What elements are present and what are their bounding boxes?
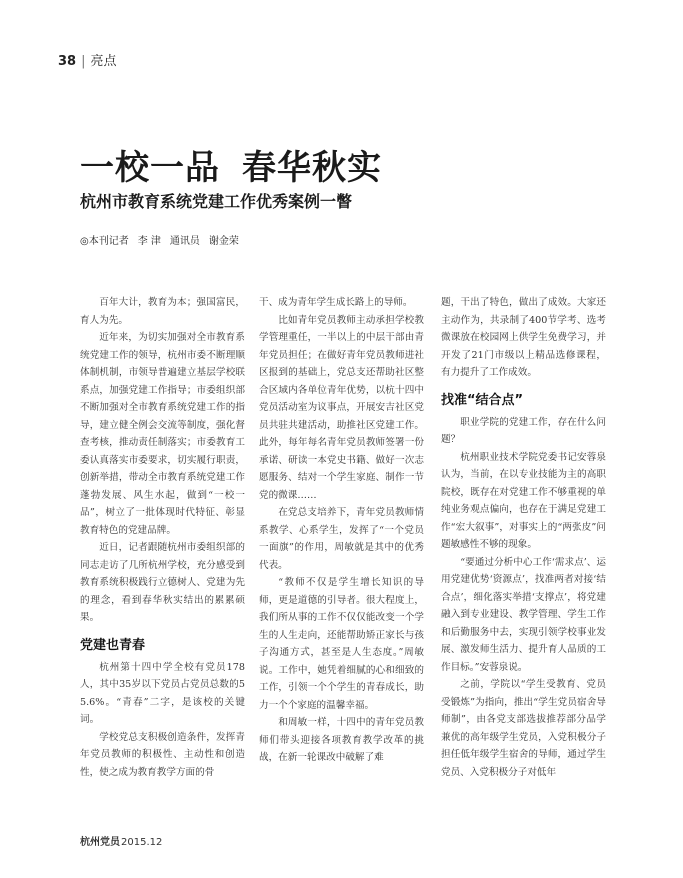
paragraph: 和周敏一样，十四中的青年党员教师们带头迎接各项教育教学改革的挑战，在新一轮课改中破解了难 bbox=[259, 717, 424, 763]
section-name: 亮点 bbox=[90, 54, 117, 69]
page-number: 38 bbox=[58, 54, 77, 69]
paragraph-continued: 干、成为青年学生成长路上的导师。 bbox=[259, 297, 413, 308]
paragraph: 近日，记者跟随杭州市委组织部的同志走访了几所杭州学校，充分感受到教育系统积极践行立德树人、党建为先的理念，看到春华秋实结出的累累硕果。 bbox=[80, 542, 245, 623]
paragraph: 学校党总支积极创造条件，发挥青年党员教师的积极性、主动性和创造性，使之成为教育教学方面的骨 bbox=[80, 731, 245, 778]
title-part-2: 春华秋实 bbox=[242, 148, 382, 188]
page-footer bbox=[80, 833, 162, 848]
article-subtitle: 杭州市教育系统党建工作优秀案例一瞥 bbox=[80, 192, 353, 211]
issue-date: 2015.12 bbox=[121, 837, 163, 848]
paragraph: “要通过分析中心工作‘需求点’、运用党建优势‘资源点’，找准两者对接‘结合点’，细化落实举措‘支撑点’，将党建融入到专业建设、教学管理、学生工作和后勤服务中去，实现引领学校事业发展、激发师生活力、提升育人品质的工作目标。”安蓉泉说。 bbox=[441, 556, 606, 673]
header-divider: | bbox=[81, 54, 86, 69]
text-column-2 bbox=[259, 294, 424, 767]
correspondent-label: 通讯员 bbox=[169, 236, 200, 247]
page-header bbox=[58, 50, 117, 69]
magazine-logo: 杭州党员 bbox=[80, 837, 120, 848]
paragraph: 百年大计，教育为本；强国富民，育人为先。 bbox=[80, 297, 245, 326]
paragraph: 近年来，为切实加强对全市教育系统党建工作的领导，杭州市委不断理顺体制机制，市领导普遍建立基层学校联系点，加强党建工作指导；市委组织部不断加强对全市教育系统党建工作的指导，建立健全例会交流等制度，强化督查考核，推动责任制落实；市委教育工委认真落实市委要求，切实履行职责，创新举措，带动全市教育系统党建工作蓬勃发展、风生水起，做到“一校一品”，树立了一批体现时代特征、彰显教育特色的党建品牌。 bbox=[80, 332, 245, 536]
byline-label: ◎本刊记者 bbox=[80, 236, 129, 247]
title-part-1: 一校一品 bbox=[80, 148, 220, 188]
paragraph: 杭州职业技术学院党委书记安蓉泉认为，当前，在以专业技能为主的高职院校，既存在对党建工作不够重视的单纯业务观点偏向，也存在于满足党建工作“宏大叙事”，对事实上的“两张皮”问题敏感性不够的现象。 bbox=[441, 451, 606, 550]
paragraph-continued: 题，干出了特色，做出了成效。大家还主动作为，共录制了400节学考、选考微课放在校园网上供学生免费学习，并开发了21门市级以上精品选修课程，有力提升了工作成效。 bbox=[441, 297, 606, 378]
paragraph: 职业学院的党建工作，存在什么问题？ bbox=[441, 416, 606, 445]
paragraph: 之前，学院以“学生受教育、党员受锻炼”为指向，推出“学生党员宿舍导师制”，由各党支部选拔推荐部分品学兼优的高年级学生党员，入党积极分子担任低年级学生宿舍的导师，通过学生党员、入党积极分子对低年 bbox=[441, 679, 606, 778]
byline bbox=[80, 232, 248, 247]
paragraph: 在党总支培养下，青年党员教师情系教学、心系学生，发挥了“一个党员一面旗”的作用，周敏就是其中的优秀代表。 bbox=[259, 507, 424, 571]
paragraph: 比如青年党员教师主动承担学校教学管理重任，一半以上的中层干部由青年党员担任；在做好青年党员教师进社区报到的基础上，党总支还帮助社区整合区域内各单位青年优势，以杭十四中党员活动室为议事点，开展安吉社区党员共驻共建活动，助推社区党建工作。此外，每年每名青年党员教师签署一份承诺、研读一本党史书籍、做好一次志愿服务、结对一个学生家庭、制作一节党的微课…… bbox=[259, 314, 424, 501]
section-heading: 党建也青春 bbox=[80, 637, 146, 653]
correspondent-name: 谢金荣 bbox=[208, 236, 239, 247]
section-heading: 找准“结合点” bbox=[441, 392, 524, 408]
paragraph: 杭州第十四中学全校有党员178人，其中35岁以下党员占党员总数的55.6%。“青春”二字，是该校的关键词。 bbox=[80, 661, 245, 725]
paragraph: “教师不仅是学生增长知识的导师，更是道德的引导者。很大程度上，我们所从事的工作不仅仅能改变一个学生的人生走向，还能帮助矫正家长与孩子沟通方式，甚至是人生态度。”周敏说。工作中，她凭着细腻的心和细致的工作，引领一个个学生的青春成长，助力一个个家庭的温馨幸福。 bbox=[259, 577, 424, 711]
article-title bbox=[80, 140, 382, 189]
reporter-name: 李 津 bbox=[137, 236, 161, 247]
text-column-3 bbox=[441, 294, 606, 781]
text-column-1 bbox=[80, 294, 245, 781]
